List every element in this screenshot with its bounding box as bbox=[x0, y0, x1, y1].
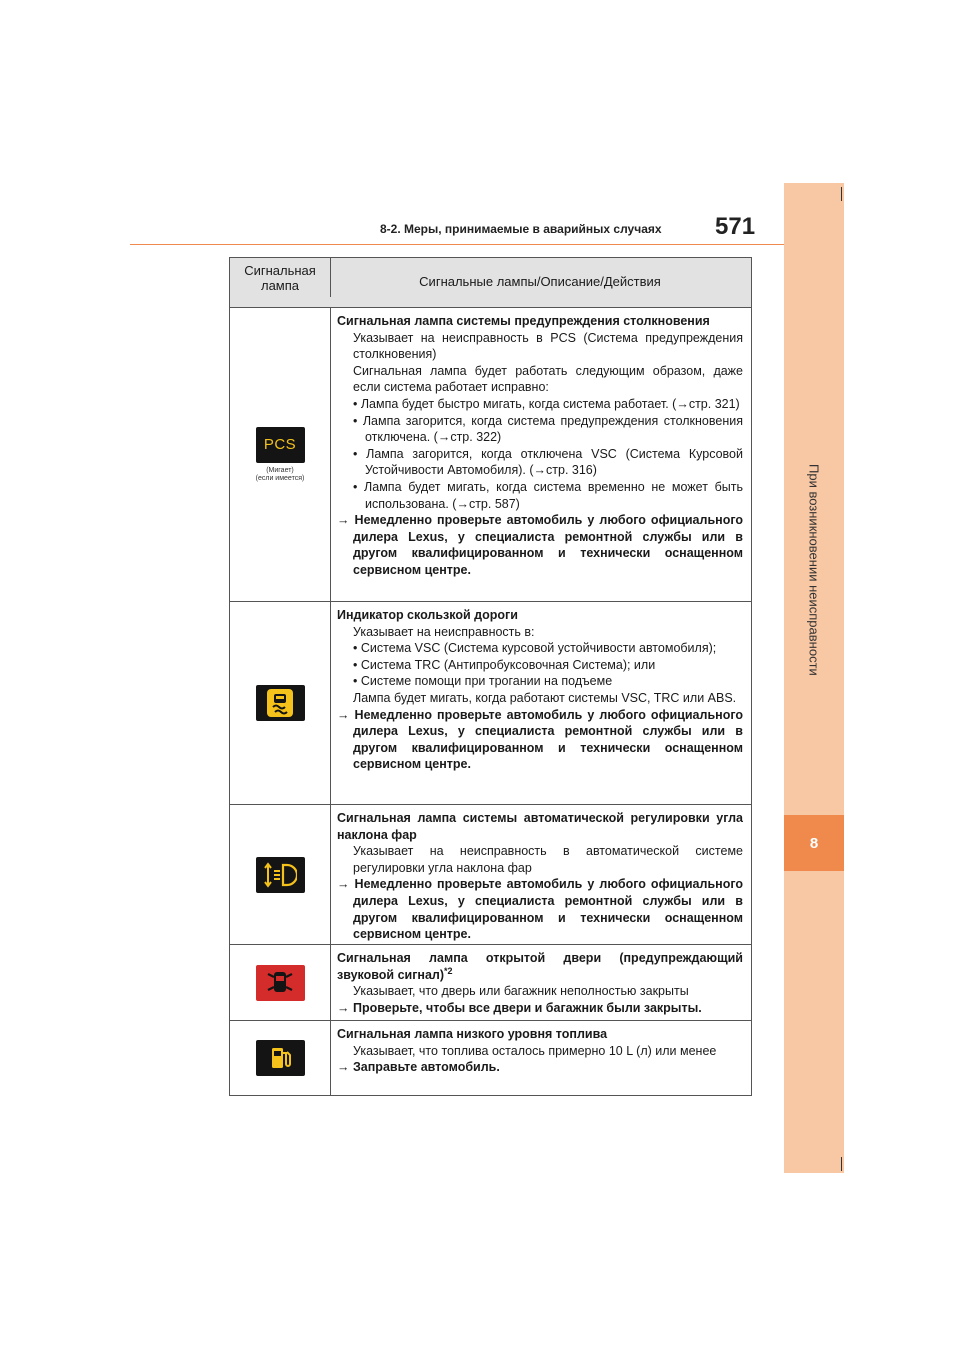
description-cell: Сигнальная лампа открытой двери (предупреждающий звуковой сигнал)$^{*2}$ Указывает, что дверь или багажник неполностью закрыты → Проверьте, чтобы все двери и багажник были закрыты. bbox=[337, 951, 743, 1015]
side-tab-label: При возникновении неисправности bbox=[806, 464, 822, 676]
description-cell: Сигнальная лампа системы предупреждения столкновения Указывает на неисправность в PCS (Система предупреждения столкновения) Сигнальная лампа будет работать следующим образом, даже если система работает исправно: • Лампа будет быстро мигать, когда система работает. (→стр. 321) • Лампа загорится, когда система предупреждения столкновения отключена. (→стр. 322) • Лампа загорится, когда отключена VSC (Система Курсовой Устойчивости Автомобиля). (→стр. 316) • Лампа будет мигать, когда система временно не может быть использована. (→стр. 587) → Немедленно проверьте автомобиль у любого официального дилера Lexus, у специалиста ремонтной службы или в другом квалифицированном и технически оснащенном сервисном центре. bbox=[337, 314, 743, 577]
table-row bbox=[230, 307, 751, 601]
lamp-cell bbox=[230, 1021, 331, 1095]
col-header-description: Сигнальные лампы/Описание/Действия bbox=[419, 274, 661, 290]
table-row bbox=[230, 944, 751, 1020]
warning-lights-table bbox=[229, 257, 752, 1096]
header-rule bbox=[130, 244, 784, 245]
crop-mark-bottom bbox=[841, 1157, 842, 1171]
fuel-pump-icon bbox=[256, 1040, 305, 1076]
description-cell: Индикатор скользкой дороги Указывает на неисправность в: • Система VSC (Система курсовой устойчивости автомобиля); • Система TRC (Антипробуксовочная Система); или • Системе помощи при трогании на подъеме Лампа будет мигать, когда работают системы VSC, TRC или ABS. → Немедленно проверьте автомобиль у любого официального дилера Lexus, у специалиста ремонтной службы или в другом квалифицированном и технически оснащенном сервисном центре. bbox=[337, 608, 743, 772]
open-door-icon bbox=[256, 965, 305, 1001]
table-row bbox=[230, 601, 751, 804]
headlight-leveling-icon bbox=[256, 857, 305, 893]
crop-mark-top bbox=[841, 187, 842, 201]
page-number: 571 bbox=[715, 213, 756, 240]
icon-note: (Мигает) (если имеется) bbox=[255, 466, 305, 482]
chapter-number: 8 bbox=[784, 815, 844, 871]
table-row bbox=[230, 1020, 751, 1095]
row-title: Сигнальная лампа системы предупреждения столкновения bbox=[337, 314, 710, 328]
description-cell: Сигнальная лампа системы автоматической регулировки угла наклона фар Указывает на неисправность в автоматической системе регулировки угла наклона фар → Немедленно проверьте автомобиль у любого официального дилера Lexus, у специалиста ремонтной службы или в другом квалифицированном и технически оснащенном сервисном центре. bbox=[337, 811, 743, 942]
table-row bbox=[230, 804, 751, 944]
lamp-cell bbox=[230, 308, 331, 601]
pcs-warning-icon: PCS bbox=[256, 427, 305, 463]
col-header-lamp: Сигнальная лампа bbox=[230, 258, 331, 297]
section-title: 8-2. Меры, принимаемые в аварийных случаях bbox=[380, 222, 662, 236]
lamp-cell bbox=[230, 602, 331, 804]
lamp-cell bbox=[230, 805, 331, 944]
slip-indicator-icon bbox=[256, 685, 305, 721]
table-header-row bbox=[230, 258, 751, 307]
lamp-cell bbox=[230, 945, 331, 1020]
description-cell: Сигнальная лампа низкого уровня топлива Указывает, что топлива осталось примерно 10 L (л) или менее → Заправьте автомобиль. bbox=[337, 1027, 717, 1075]
